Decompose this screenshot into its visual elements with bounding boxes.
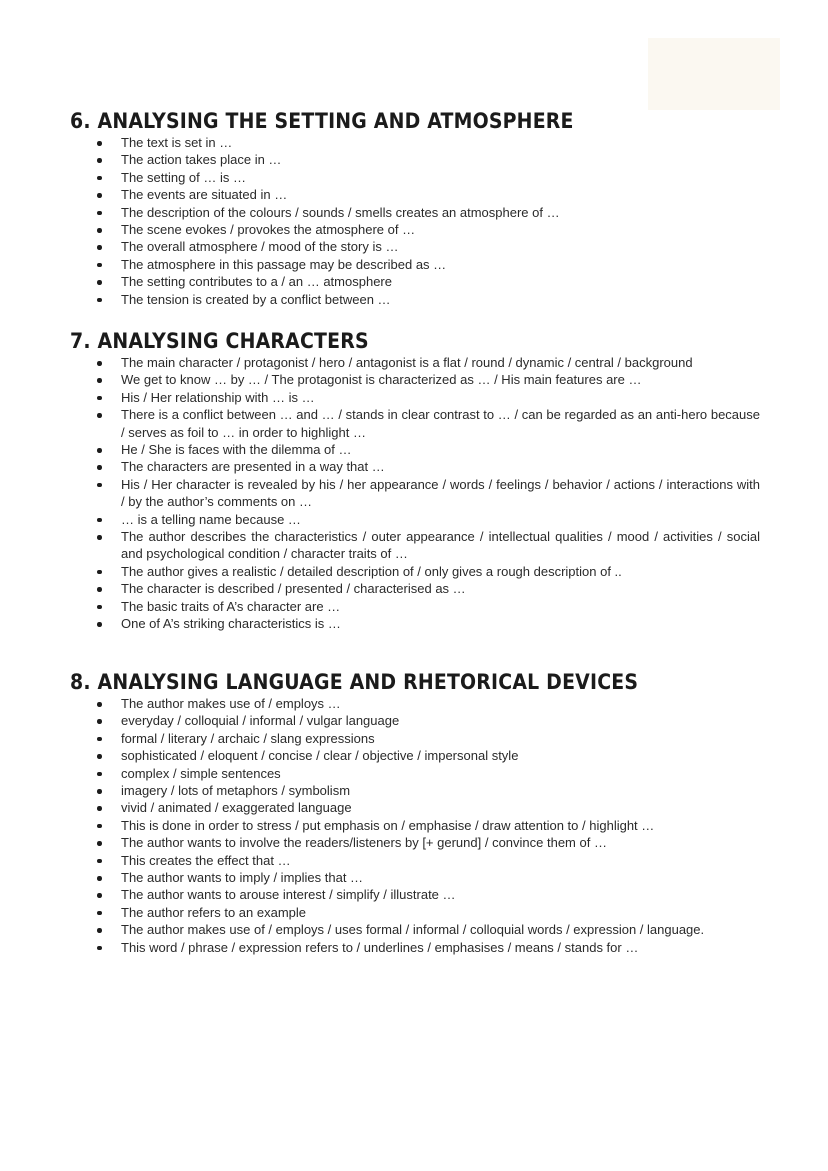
phrase-list	[70, 695, 760, 956]
section-heading: 6. ANALYSING THE SETTING AND ATMOSPHERE	[70, 109, 574, 133]
list-item: The author describes the characteristics / outer appearance / intellectual qualities / mood / activities / social and psychological condition / character traits of …	[121, 529, 760, 562]
list-item: The author wants to arouse interest / simplify / illustrate …	[121, 886, 760, 903]
list-item: … is a telling name because …	[121, 511, 760, 528]
section-heading: 7. ANALYSING CHARACTERS	[70, 329, 369, 353]
list-item: This creates the effect that …	[121, 852, 760, 869]
list-item: The scene evokes / provokes the atmosphere of …	[121, 221, 760, 238]
list-item: The author makes use of / employs …	[121, 695, 760, 712]
section-heading: 8. ANALYSING LANGUAGE AND RHETORICAL DEVICES	[70, 670, 639, 694]
list-item: This word / phrase / expression refers to / underlines / emphasises / means / stands for …	[121, 939, 760, 956]
list-item: One of A’s striking characteristics is …	[121, 615, 760, 632]
list-item: complex / simple sentences	[121, 765, 760, 782]
list-item: There is a conflict between … and … / stands in clear contrast to … / can be regarded as an anti-hero because / serves as foil to … in order to highlight …	[121, 407, 760, 440]
list-item: The events are situated in …	[121, 186, 760, 203]
list-item: imagery / lots of metaphors / symbolism	[121, 782, 760, 799]
list-item: The tension is created by a conflict between …	[121, 291, 760, 308]
list-item: His / Her character is revealed by his / her appearance / words / feelings / behavior / actions / interactions with / by the author’s comments on …	[121, 476, 760, 510]
list-item: His / Her relationship with … is …	[121, 389, 760, 406]
list-item: formal / literary / archaic / slang expressions	[121, 730, 760, 747]
list-item: The text is set in …	[121, 134, 760, 151]
list-item: The author wants to involve the readers/listeners by [+ gerund] / convince them of …	[121, 834, 760, 851]
list-item: The author gives a realistic / detailed description of / only gives a rough description of ..	[121, 563, 760, 580]
list-item: He / She is faces with the dilemma of …	[121, 441, 760, 458]
list-item: The author makes use of / employs / uses formal / informal / colloquial words / expression / language.	[121, 921, 760, 938]
list-item: The overall atmosphere / mood of the story is …	[121, 238, 760, 255]
corner-decoration	[648, 38, 780, 110]
list-item: The author wants to imply / implies that …	[121, 869, 760, 886]
list-item: The atmosphere in this passage may be described as …	[121, 256, 760, 273]
list-item: The characters are presented in a way that …	[121, 458, 760, 475]
list-item: The setting of … is …	[121, 169, 760, 186]
list-item: The main character / protagonist / hero / antagonist is a flat / round / dynamic / central / background	[121, 354, 760, 371]
list-item: everyday / colloquial / informal / vulgar language	[121, 712, 760, 729]
section-characters	[70, 328, 760, 633]
list-item: The character is described / presented / characterised as …	[121, 580, 760, 597]
list-item: The basic traits of A’s character are …	[121, 598, 760, 615]
list-item: This is done in order to stress / put emphasis on / emphasise / draw attention to / highlight …	[121, 817, 760, 834]
list-item: vivid / animated / exaggerated language	[121, 799, 760, 816]
section-setting-atmosphere	[70, 108, 760, 308]
list-item: The action takes place in …	[121, 151, 760, 168]
list-item: The setting contributes to a / an … atmosphere	[121, 273, 760, 290]
list-item: The author refers to an example	[121, 904, 760, 921]
section-language-rhetorical-devices	[70, 669, 760, 956]
list-item: The description of the colours / sounds / smells creates an atmosphere of …	[121, 204, 760, 221]
phrase-list	[70, 354, 760, 633]
phrase-list	[70, 134, 760, 308]
list-item: sophisticated / eloquent / concise / clear / objective / impersonal style	[121, 747, 760, 764]
list-item: We get to know … by … / The protagonist is characterized as … / His main features are …	[121, 371, 760, 388]
